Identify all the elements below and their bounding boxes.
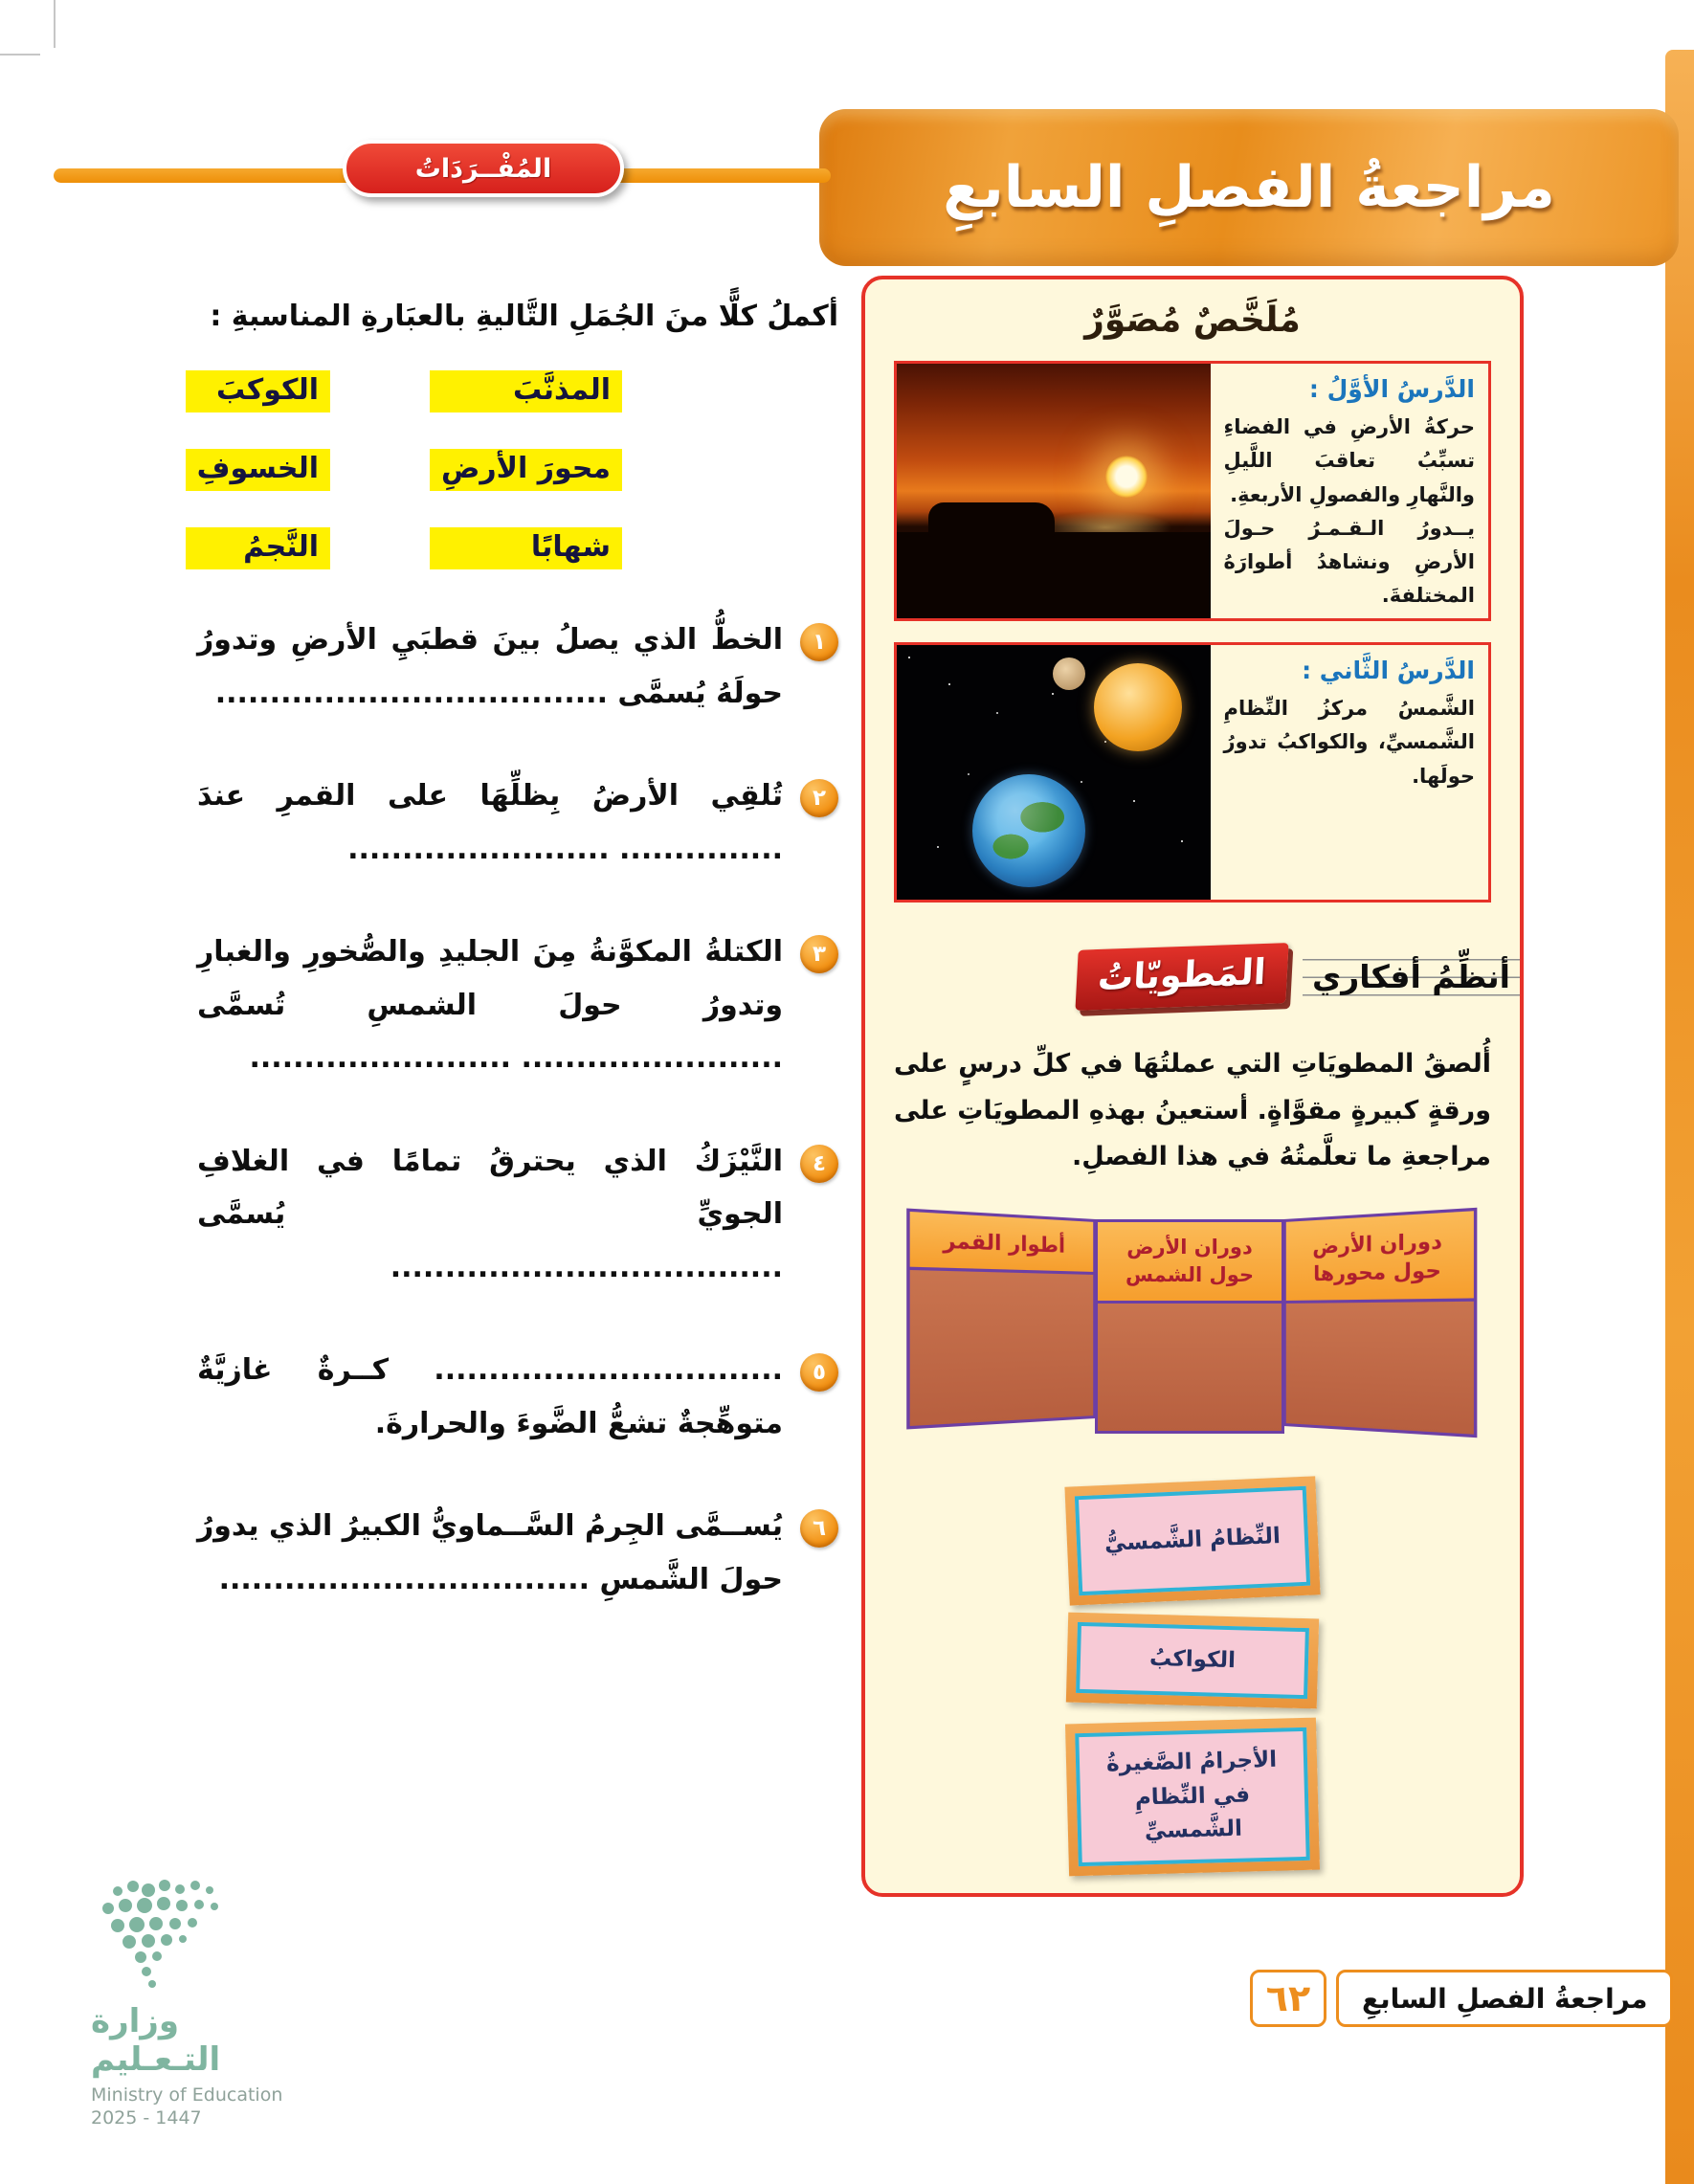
vocab-badge-label: المُفْــرَدَاتُ	[414, 153, 552, 184]
chapter-header-banner	[819, 109, 1679, 266]
question-item	[189, 1500, 838, 1606]
car-silhouette	[928, 502, 1055, 537]
sunset-photo	[897, 364, 1211, 618]
foldable-tab-label: دوران الأرض حول الشمس	[1095, 1219, 1284, 1304]
stars	[908, 657, 910, 658]
foldable-panel-body	[1283, 1302, 1477, 1438]
question-number-badge: ٢	[800, 779, 838, 817]
question-text: تُلقِي الأرضُ بِظلِّهَا على القمرِ عندَ ............... ........................	[197, 779, 783, 866]
question-number-badge: ١	[800, 623, 838, 661]
question-text: النَّيْزَكُ الذي يحترقُ تمامًا في الغلافِ الجويِّ يُسمَّى ....................................	[197, 1144, 783, 1284]
ministry-name-english: Ministry of Education	[91, 2084, 283, 2106]
ministry-logo-block	[91, 1876, 340, 2128]
footer-chapter-title: مراجعةُ الفصلِ السابعِ	[1336, 1970, 1673, 2027]
page-number: ٦٢	[1250, 1970, 1326, 2027]
lesson1-body: حركةُ الأرضِ في الفضاءِ تسبِّبُ تعاقبَ اللَّيلِ والنَّهارِ والفصولِ الأربعةِ.	[1223, 415, 1475, 506]
foldable-panel-body	[1095, 1304, 1284, 1434]
solar-system-photo	[897, 645, 1211, 900]
question-number-badge: ٤	[800, 1145, 838, 1183]
page-footer	[1250, 1970, 1673, 2027]
question-number-badge: ٣	[800, 935, 838, 973]
small-planet-icon	[1053, 657, 1085, 690]
foldables-activity-label: أنظِّمُ أفكاري	[1303, 943, 1520, 1011]
foldable-panel-earth-axis	[1283, 1208, 1477, 1438]
question-text: ................................ كــرةٌ غازيَّةٌ متوهِّجةٌ تشعُّ الضَّوءَ والحرارةَ.	[197, 1353, 783, 1440]
foldable-tab-label: أطوار القمر	[906, 1208, 1096, 1275]
question-text: يُســمَّى الجِرمُ السَّــماويُّ الكبيرُ الذي يدورُ حولَ الشَّمسِ ..................................	[197, 1509, 783, 1596]
question-number-badge: ٦	[800, 1509, 838, 1548]
vocab-card-label: النِّظامُ الشَّمسيُّ	[1075, 1486, 1310, 1595]
vocab-card	[1064, 1476, 1320, 1605]
foldable-diagram	[912, 1215, 1473, 1437]
vocab-card-label: الكواكبُ	[1076, 1622, 1309, 1699]
vocab-word: شهابًا	[430, 527, 622, 569]
foldables-logo: المَطويّاتُ	[1076, 943, 1289, 1011]
page-edge-bar	[1665, 50, 1694, 2184]
question-item	[189, 925, 838, 1085]
sun-planet-icon	[1094, 663, 1182, 751]
lesson1-text	[1211, 364, 1488, 618]
question-text: الكتلةُ المكوَّنةُ مِنَ الجليدِ والصُّخورِ والغبارِ وتدورُ حولَ الشمسِ تُسمَّى ........................ ........................	[197, 935, 783, 1075]
exercise-instruction: أكملُ كلًّا منَ الجُمَلِ التَّاليةِ بالعبَارةِ المناسبةِ :	[210, 300, 838, 333]
exercise-column	[189, 295, 838, 1606]
sun-icon	[1105, 456, 1148, 498]
question-item	[189, 1344, 838, 1450]
foreground-silhouette	[897, 532, 1211, 618]
page-title: مراجعةُ الفصلِ السابعِ	[943, 154, 1555, 221]
lesson2-card	[894, 642, 1491, 903]
foldables-instructions: أُلصقُ المطويَاتِ التي عملتُهَا في كلِّ درسٍ على ورقةٍ كبيرةٍ مقوَّاةٍ. أستعينُ بهذهِ المطويَاتِ على مراجعةِ ما تعلَّمتُهُ في هذا الفصلِ.	[894, 1049, 1491, 1172]
vocab-card-stack	[1067, 1482, 1318, 1873]
foldable-panel-moon-phases	[906, 1208, 1096, 1429]
question-number-badge: ٥	[800, 1353, 838, 1392]
lesson1-heading: الدَّرسُ الأوَّلُ :	[1308, 375, 1475, 403]
foldables-banner	[1077, 943, 1520, 1011]
crop-mark-vertical	[54, 0, 56, 48]
lesson2-body: الشَّمسُ مركزُ النِّظامِ الشَّمسيِّ، والكواكبُ تدورُ حولَها.	[1223, 697, 1475, 788]
crop-mark-horizontal	[0, 54, 40, 56]
vocab-word-bank	[189, 370, 622, 569]
vocab-card-label: الأجرامُ الصَّغيرةُ في النِّظامِ الشَّمسيِّ	[1075, 1727, 1310, 1866]
lesson1-body2: يــدورُ الـقـمـرُ حـولَ الأرضِ ونشاهدُ أطوارَهُ المختلفةَ.	[1223, 516, 1475, 608]
question-item	[189, 1135, 838, 1295]
question-list	[189, 613, 838, 1606]
vocab-word: محورَ الأرضِ	[430, 449, 622, 491]
lesson2-text	[1211, 645, 1488, 900]
summary-title: مُلَخَّصٌ مُصَوَّرٌ	[1084, 301, 1301, 340]
vocab-badge	[343, 140, 624, 197]
lesson1-card	[894, 361, 1491, 621]
lesson2-heading: الدَّرسُ الثَّاني :	[1302, 657, 1475, 684]
vocab-word: الكوكبَ	[186, 370, 330, 412]
ministry-years: 2025 - 1447	[91, 2107, 202, 2128]
vocab-word: الخسوفِ	[186, 449, 330, 491]
vocab-word: النَّجمُ	[186, 527, 330, 569]
question-item	[189, 769, 838, 876]
ministry-name-arabic: وزارة التـعـليم	[91, 2002, 221, 2079]
question-item	[189, 613, 838, 720]
ministry-logo-icon	[91, 1876, 282, 1993]
vocab-card	[1065, 1717, 1320, 1876]
foldable-panel-body	[906, 1270, 1096, 1430]
illustrated-summary-panel	[861, 276, 1524, 1897]
foldable-tab-label: دوران الأرض حول محورها	[1283, 1208, 1477, 1304]
vocab-card	[1066, 1612, 1319, 1708]
question-text: الخطُّ الذي يصلُ بينَ قطبَيِ الأرضِ وتدورُ حولَهُ يُسمَّى ....................................	[197, 623, 783, 710]
vocab-word: المذنَّبَ	[430, 370, 622, 412]
earth-icon	[972, 774, 1085, 887]
foldable-panel-earth-around-sun	[1095, 1219, 1284, 1434]
